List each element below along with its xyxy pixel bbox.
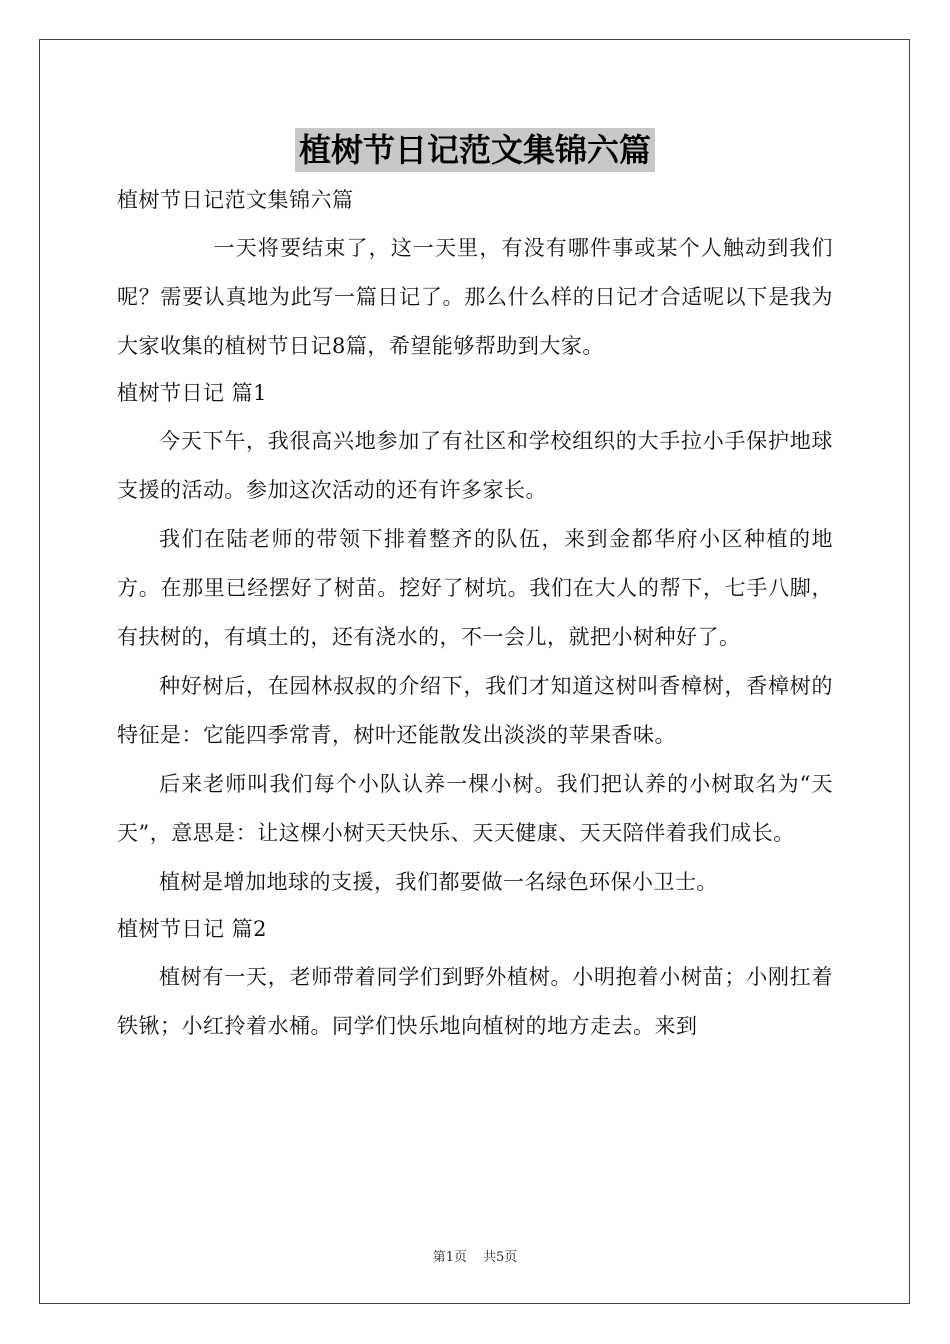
page-total: 共5页 xyxy=(483,1250,518,1265)
body-paragraph: 种好树后，在园林叔叔的介绍下，我们才知道这树叫香樟树，香樟树的特征是：它能四季常青，树叶还能散发出淡淡的苹果香味。 xyxy=(117,674,833,747)
body-paragraph: 植树有一天，老师带着同学们到野外植树。小明抱着小树苗；小刚扛着铁锹；小红拎着水桶。同学们快乐地向植树的地方走去。来到 xyxy=(117,965,833,1038)
intro-paragraph: 一天将要结束了，这一天里，有没有哪件事或某个人触动到我们呢？需要认真地为此写一篇日记了。那么什么样的日记才合适呢以下是我为大家收集的植树节日记8篇，希望能够帮助到大家。 xyxy=(117,236,833,358)
body-paragraph: 今天下午，我很高兴地参加了有社区和学校组织的大手拉小手保护地球支援的活动。参加这次活动的还有许多家长。 xyxy=(117,429,833,502)
section-heading-2: 植树节日记 篇2 xyxy=(117,917,268,941)
body-paragraph: 我们在陆老师的带领下排着整齐的队伍，来到金都华府小区种植的地方。在那里已经摆好了树苗。挖好了树坑。我们在大人的帮下，七手八脚，有扶树的，有填土的，还有浇水的，不一会儿，就把小树种好了。 xyxy=(117,527,833,649)
body-paragraph: 后来老师叫我们每个小队认养一棵小树。我们把认养的小树取名为“天天”，意思是：让这棵小树天天快乐、天天健康、天天陪伴着我们成长。 xyxy=(117,772,833,845)
document-body xyxy=(117,178,833,1051)
title-container xyxy=(0,128,950,172)
page-footer xyxy=(0,1246,950,1265)
document-title: 植树节日记范文集锦六篇 xyxy=(295,128,655,172)
doc-subtitle: 植树节日记范文集锦六篇 xyxy=(117,188,354,212)
page-number: 第1页 xyxy=(432,1250,467,1265)
body-paragraph: 植树是增加地球的支援，我们都要做一名绿色环保小卫士。 xyxy=(159,870,718,894)
section-heading-1: 植树节日记 篇1 xyxy=(117,381,268,405)
